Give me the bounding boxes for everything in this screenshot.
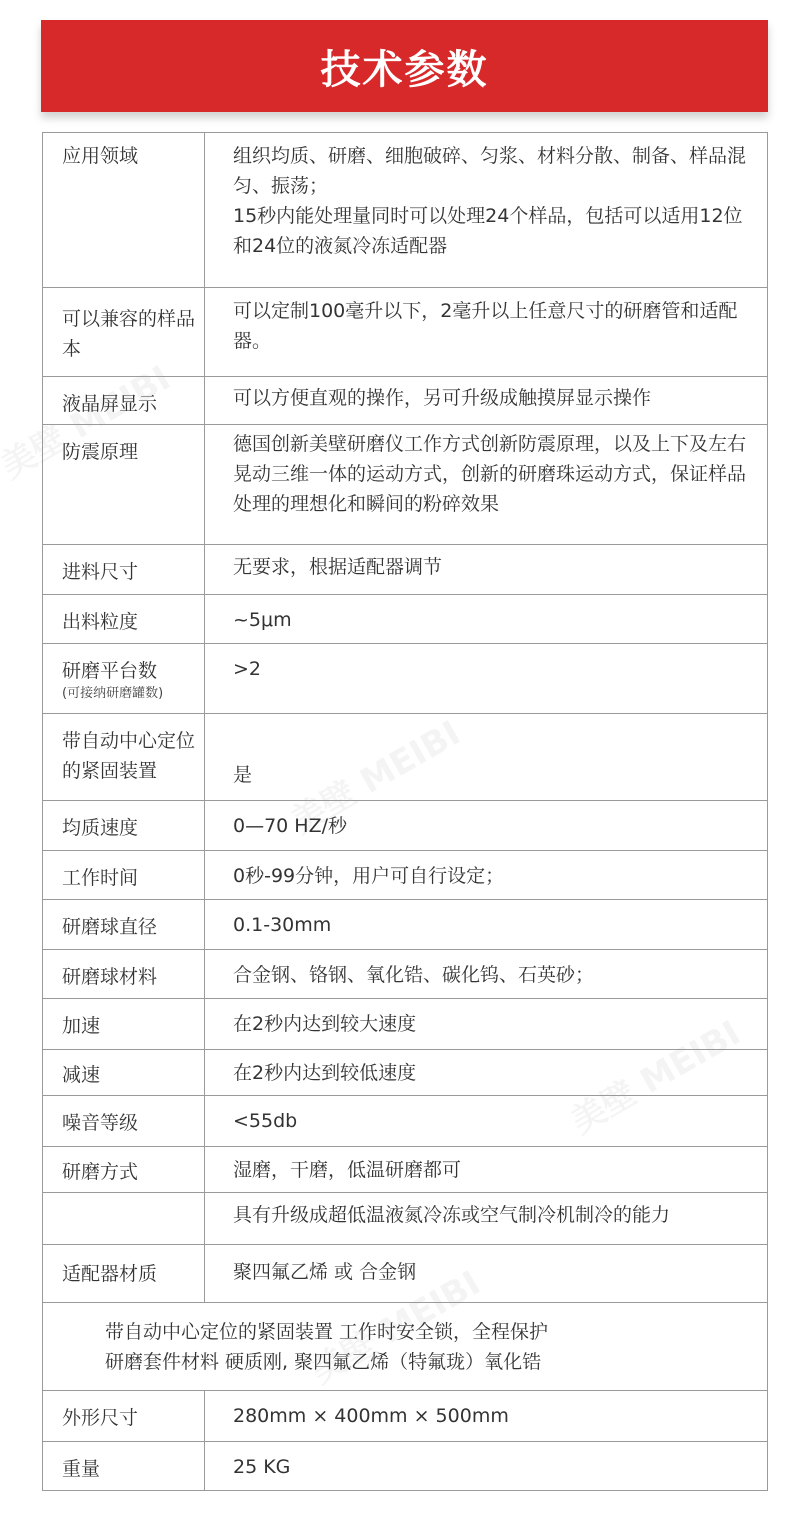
table-row	[43, 999, 768, 1050]
row-value: ~5μm	[205, 595, 768, 644]
row-value: 在2秒内达到较低速度	[205, 1050, 768, 1096]
row-value: 合金钢、铬钢、氧化锆、碳化钨、石英砂；	[205, 950, 768, 999]
row-label: 研磨方式	[43, 1147, 205, 1193]
table-row	[43, 801, 768, 851]
row-value: 0.1-30mm	[205, 900, 768, 950]
row-label: 重量	[43, 1442, 205, 1491]
row-value: 德国创新美壁研磨仪工作方式创新防震原理，以及上下及左右晃动三维一体的运动方式，创新的研磨珠运动方式，保证样品处理的理想化和瞬间的粉碎效果	[205, 425, 768, 545]
row-label: 带自动中心定位的紧固装置	[43, 714, 205, 801]
row-label: 减速	[43, 1050, 205, 1096]
table-row	[43, 1391, 768, 1442]
table-row	[43, 288, 768, 377]
table-row	[43, 1245, 768, 1303]
row-value: 可以方便直观的操作，另可升级成触摸屏显示操作	[205, 377, 768, 425]
row-value: 是	[205, 714, 768, 801]
table-row	[43, 1147, 768, 1193]
table-row	[43, 851, 768, 900]
table-row	[43, 1442, 768, 1491]
table-row	[43, 1193, 768, 1245]
row-label: 适配器材质	[43, 1245, 205, 1303]
table-row	[43, 950, 768, 999]
row-label	[43, 1193, 205, 1245]
row-label: 研磨球材料	[43, 950, 205, 999]
spec-table	[42, 132, 768, 1491]
table-row-full	[43, 1303, 768, 1391]
row-label: 加速	[43, 999, 205, 1050]
row-label: 均质速度	[43, 801, 205, 851]
row-label: 噪音等级	[43, 1096, 205, 1147]
table-row	[43, 644, 768, 714]
row-label: 外形尺寸	[43, 1391, 205, 1442]
row-label: 出料粒度	[43, 595, 205, 644]
row-value: 聚四氟乙烯 或 合金钢	[205, 1245, 768, 1303]
title-banner	[41, 20, 768, 112]
row-value: 可以定制100毫升以下，2毫升以上任意尺寸的研磨管和适配器。	[205, 288, 768, 377]
table-row	[43, 595, 768, 644]
row-value: 25 KG	[205, 1442, 768, 1491]
table-row	[43, 425, 768, 545]
table-row	[43, 714, 768, 801]
table-row	[43, 1050, 768, 1096]
row-value: 0秒-99分钟，用户可自行设定；	[205, 851, 768, 900]
row-label: 可以兼容的样品本	[43, 288, 205, 377]
row-label: 工作时间	[43, 851, 205, 900]
row-label: 进料尺寸	[43, 545, 205, 595]
row-value: >2	[205, 644, 768, 714]
table-row	[43, 133, 768, 288]
row-label: 研磨球直径	[43, 900, 205, 950]
row-label: 应用领域	[43, 133, 205, 288]
row-value: 组织均质、研磨、细胞破碎、匀浆、材料分散、制备、样品混匀、振荡； 15秒内能处理量同时可以处理24个样品，包括可以适用12位和24位的液氮冷冻适配器	[205, 133, 768, 288]
row-label: 液晶屏显示	[43, 377, 205, 425]
row-label: 研磨平台数 (可接纳研磨罐数)	[43, 644, 205, 714]
row-value: 湿磨，干磨，低温研磨都可	[205, 1147, 768, 1193]
full-width-note: 带自动中心定位的紧固装置 工作时安全锁，全程保护 研磨套件材料 硬质刚, 聚四氟乙烯（特氟珑）氧化锆	[43, 1303, 768, 1391]
table-row	[43, 900, 768, 950]
row-label: 防震原理	[43, 425, 205, 545]
table-row	[43, 1096, 768, 1147]
page-title: 技术参数	[320, 46, 489, 93]
row-value: 无要求，根据适配器调节	[205, 545, 768, 595]
row-value: 具有升级成超低温液氮冷冻或空气制冷机制冷的能力	[205, 1193, 768, 1245]
row-value: 在2秒内达到较大速度	[205, 999, 768, 1050]
row-value: <55db	[205, 1096, 768, 1147]
row-value: 280mm × 400mm × 500mm	[205, 1391, 768, 1442]
table-row	[43, 545, 768, 595]
row-value: 0—70 HZ/秒	[205, 801, 768, 851]
table-row	[43, 377, 768, 425]
